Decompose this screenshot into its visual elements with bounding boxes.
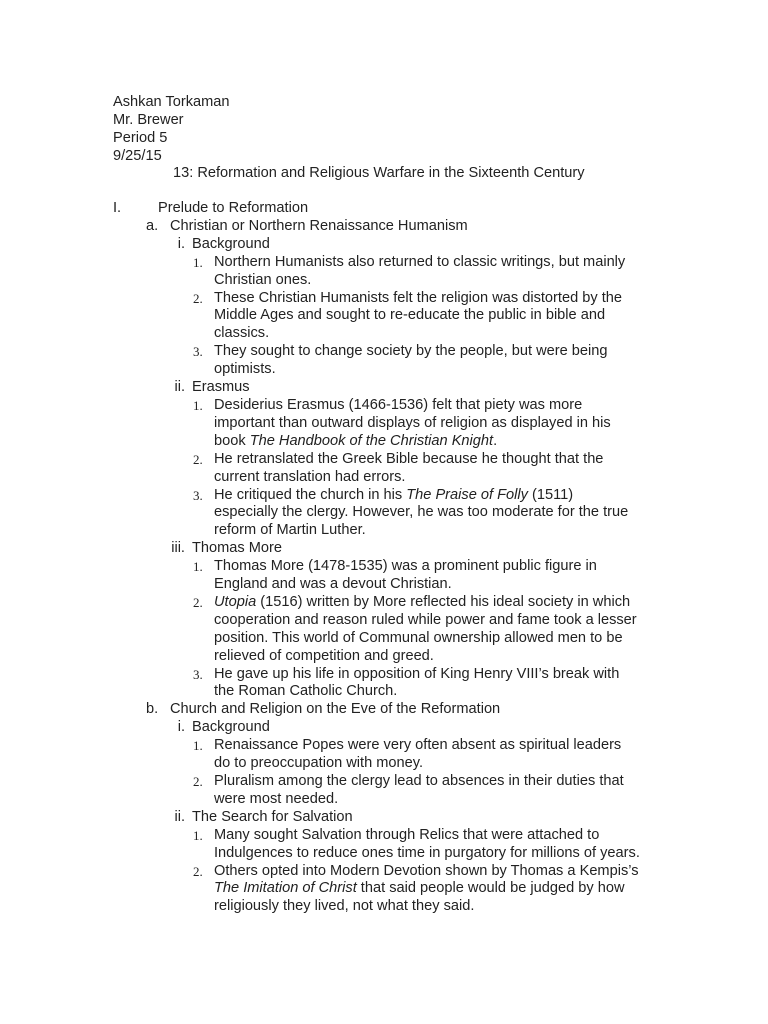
book-title: Utopia bbox=[214, 593, 257, 610]
outline-text-line: They sought to change society by the people, but were being bbox=[214, 343, 608, 360]
outline-point bbox=[0, 254, 768, 290]
outline-topic bbox=[0, 719, 768, 737]
outline-text-line: These Christian Humanists felt the religion was distorted by the bbox=[214, 289, 623, 306]
outline-heading: Background bbox=[192, 235, 270, 252]
text-run: He critiqued the church in his bbox=[214, 486, 407, 503]
outline-marker: 1. bbox=[193, 738, 203, 754]
outline-point bbox=[0, 397, 768, 451]
outline-point bbox=[0, 558, 768, 594]
outline-text-line: Renaissance Popes were very often absent as spiritual leaders bbox=[214, 737, 622, 754]
book-title: The Praise of Folly bbox=[406, 486, 528, 503]
outline-text-line: Indulgences to reduce ones time in purgatory for millions of years. bbox=[214, 844, 640, 861]
outline-text-line: Many sought Salvation through Relics that were attached to bbox=[214, 826, 600, 843]
outline-point bbox=[0, 827, 768, 863]
outline-marker: 1. bbox=[193, 827, 203, 843]
outline-heading: Prelude to Reformation bbox=[158, 200, 309, 216]
outline-text-line: important than outward displays of religion as displayed in his bbox=[214, 414, 611, 431]
outline-marker: b. bbox=[146, 701, 159, 718]
outline-topic bbox=[0, 540, 768, 558]
outline-heading: Thomas More bbox=[192, 540, 283, 557]
outline-marker: I. bbox=[113, 200, 122, 216]
document-title: 13: Reformation and Religious Warfare in the Sixteenth Century bbox=[173, 165, 585, 181]
book-title: The Handbook of the Christian Knight bbox=[249, 432, 494, 449]
outline-marker: 2. bbox=[193, 290, 203, 306]
outline-text-line: were most needed. bbox=[214, 790, 339, 807]
outline-text-line: Northern Humanists also returned to classic writings, but mainly bbox=[214, 253, 626, 270]
outline-point bbox=[0, 666, 768, 702]
outline-text-line: cooperation and reason ruled while power and fame took a lesser bbox=[214, 611, 637, 628]
outline-text-line: reform of Martin Luther. bbox=[214, 522, 366, 539]
outline bbox=[0, 200, 768, 916]
teacher-name: Mr. Brewer bbox=[113, 111, 184, 128]
outline-text-line: religiously they lived, not what they said. bbox=[214, 898, 475, 915]
outline-text-line: relieved of competition and greed. bbox=[214, 647, 434, 664]
outline-topic bbox=[0, 809, 768, 827]
outline-subsection-b bbox=[0, 701, 768, 719]
text-run: that said people would be judged by how bbox=[356, 880, 625, 897]
outline-point bbox=[0, 773, 768, 809]
outline-point bbox=[0, 451, 768, 487]
outline-point bbox=[0, 487, 768, 541]
outline-text-line: Middle Ages and sought to re-educate the public in bible and bbox=[214, 307, 606, 324]
outline-point bbox=[0, 737, 768, 773]
text-run: (1516) written by More reflected his ideal society in which bbox=[256, 593, 631, 610]
outline-text-line bbox=[214, 880, 768, 898]
outline-text-line: Others opted into Modern Devotion shown by Thomas a Kempis’s bbox=[214, 862, 639, 879]
outline-text-line: especially the clergy. However, he was too moderate for the true bbox=[214, 504, 629, 521]
outline-text-line bbox=[214, 594, 768, 612]
outline-marker: 2. bbox=[193, 594, 203, 610]
outline-text-line: Pluralism among the clergy lead to absences in their duties that bbox=[214, 773, 624, 789]
outline-topic bbox=[0, 236, 768, 254]
text-run: . bbox=[493, 432, 498, 449]
outline-heading: Church and Religion on the Eve of the Reformation bbox=[170, 701, 501, 718]
outline-text-line: optimists. bbox=[214, 361, 276, 378]
outline-point bbox=[0, 290, 768, 344]
outline-point bbox=[0, 343, 768, 379]
document-header bbox=[113, 94, 230, 166]
outline-section-1 bbox=[0, 200, 768, 218]
outline-text-line: He gave up his life in opposition of King Henry VIII’s break with bbox=[214, 665, 620, 682]
outline-subsection-a bbox=[0, 218, 768, 236]
outline-heading: Christian or Northern Renaissance Humanism bbox=[170, 217, 468, 234]
outline-marker: i. bbox=[177, 719, 185, 736]
outline-heading: The Search for Salvation bbox=[192, 808, 353, 825]
outline-text-line: Desiderius Erasmus (1466-1536) felt that piety was more bbox=[214, 396, 583, 413]
outline-heading: Erasmus bbox=[192, 379, 250, 396]
outline-marker: iii. bbox=[171, 540, 185, 557]
outline-marker: 3. bbox=[193, 344, 203, 360]
outline-marker: 1. bbox=[193, 397, 203, 413]
outline-marker: 1. bbox=[193, 254, 203, 270]
outline-text-line: classics. bbox=[214, 325, 270, 342]
outline-marker: a. bbox=[146, 217, 159, 234]
outline-text-line: the Roman Catholic Church. bbox=[214, 683, 398, 700]
outline-point bbox=[0, 863, 768, 917]
outline-marker: 3. bbox=[193, 666, 203, 682]
outline-text-line: England and was a devout Christian. bbox=[214, 576, 452, 593]
book-title: The Imitation of Christ bbox=[214, 880, 357, 897]
outline-marker: 2. bbox=[193, 863, 203, 879]
outline-text-line bbox=[214, 487, 768, 505]
outline-text-line: Christian ones. bbox=[214, 271, 312, 288]
outline-heading: Background bbox=[192, 719, 270, 736]
text-run: (1511) bbox=[527, 486, 574, 503]
outline-marker: 2. bbox=[193, 774, 203, 789]
outline-text-line bbox=[214, 433, 768, 451]
outline-point bbox=[0, 594, 768, 666]
outline-marker: 2. bbox=[193, 451, 203, 467]
outline-marker: 1. bbox=[193, 559, 203, 575]
outline-marker: i. bbox=[177, 235, 185, 252]
outline-marker: ii. bbox=[174, 808, 185, 825]
outline-marker: ii. bbox=[174, 379, 185, 396]
document-date: 9/25/15 bbox=[113, 147, 162, 164]
outline-text-line: do to preoccupation with money. bbox=[214, 755, 424, 772]
outline-text-line: He retranslated the Greek Bible because he thought that the bbox=[214, 450, 604, 467]
student-name: Ashkan Torkaman bbox=[113, 94, 230, 110]
outline-text-line: position. This world of Communal ownership allowed men to be bbox=[214, 629, 623, 646]
outline-marker: 3. bbox=[193, 487, 203, 503]
outline-topic bbox=[0, 379, 768, 397]
class-period: Period 5 bbox=[113, 129, 168, 146]
text-run: book bbox=[214, 432, 250, 449]
outline-text-line: current translation had errors. bbox=[214, 468, 406, 485]
outline-text-line: Thomas More (1478-1535) was a prominent public figure in bbox=[214, 558, 597, 575]
